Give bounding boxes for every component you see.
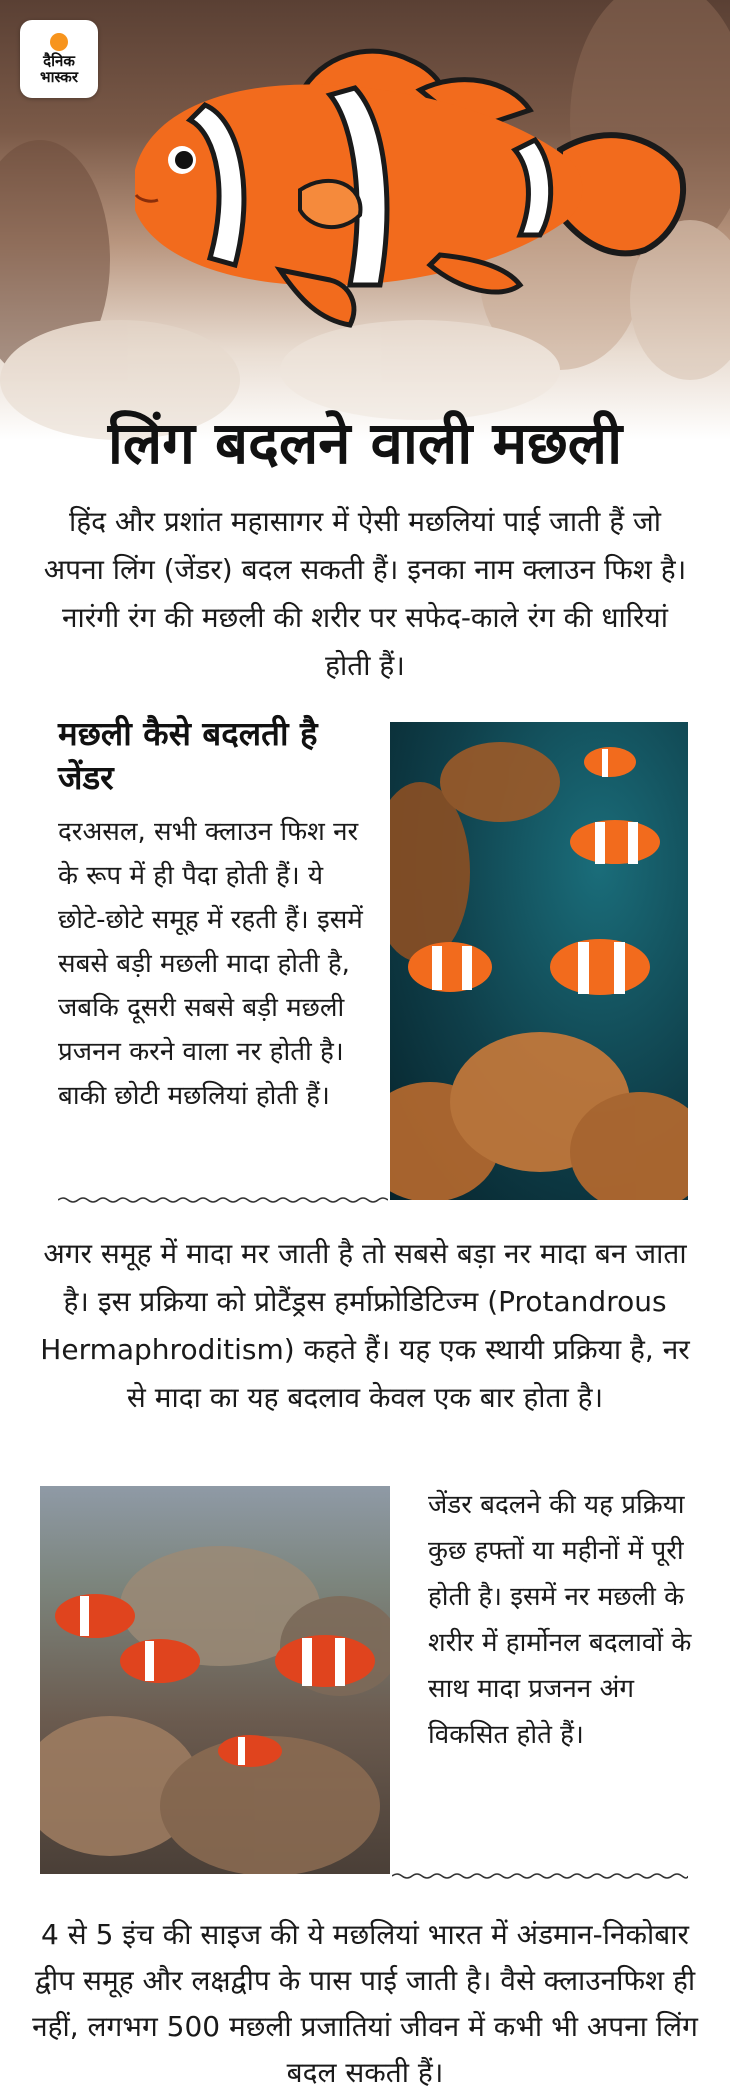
closing-paragraph: 4 से 5 इंच की साइज की ये मछलियां भारत में अंडमान-निकोबार द्वीप समूह और लक्षद्वीप के पास पाई जाती है। वैसे क्लाउनफिश ही नहीं, लगभग 500 मछली प्रजातियां जीवन में कभी भी अपना लिंग बदल सकती हैं। xyxy=(32,1918,698,2089)
section-heading: मछली कैसे बदलती है जेंडर xyxy=(58,714,318,797)
clownfish-hero-illustration xyxy=(0,0,730,440)
dainik-bhaskar-logo xyxy=(20,20,98,98)
sun-icon xyxy=(50,33,68,51)
wavy-divider xyxy=(58,1196,388,1204)
side-paragraph: जेंडर बदलने की यह प्रक्रिया कुछ हफ्तों या महीनों में पूरी होती है। इसमें नर मछली के शरीर में हार्मोनल बदलावों के साथ मादा प्रजनन अंग विकसित होते हैं। xyxy=(428,1490,692,1750)
clownfish-anemone-photo xyxy=(390,722,688,1200)
wavy-divider-2 xyxy=(392,1872,688,1880)
clownfish-reef-photo xyxy=(40,1486,390,1874)
logo-text-line1: दैनिक xyxy=(43,52,75,70)
logo-text-line2: भास्कर xyxy=(40,68,78,86)
page-title: लिंग बदलने वाली मछली xyxy=(107,409,623,477)
hero-image xyxy=(0,0,730,440)
process-paragraph: अगर समूह में मादा मर जाती है तो सबसे बड़ा नर मादा बन जाता है। इस प्रक्रिया को प्रोटैंड्रस हर्माफ्रोडिटिज्म (Protandrous Hermaphroditism) कहते हैं। यह एक स्थायी प्रक्रिया है, नर से मादा का यह बदलाव केवल एक बार होता है। xyxy=(40,1237,690,1414)
intro-paragraph: हिंद और प्रशांत महासागर में ऐसी मछलियां पाई जाती हैं जो अपना लिंग (जेंडर) बदल सकती हैं। इनका नाम क्लाउन फिश है। नारंगी रंग की मछली की शरीर पर सफेद-काले रंग की धारियां होती हैं। xyxy=(43,505,687,682)
section-body-text: दरअसल, सभी क्लाउन फिश नर के रूप में ही पैदा होती हैं। ये छोटे-छोटे समूह में रहती हैं। इसमें सबसे बड़ी मछली मादा होती है, जबकि दूसरी सबसे बड़ी मछली प्रजनन करने वाला नर होती है। बाकी छोटी मछलियां होती हैं। xyxy=(58,817,363,1111)
